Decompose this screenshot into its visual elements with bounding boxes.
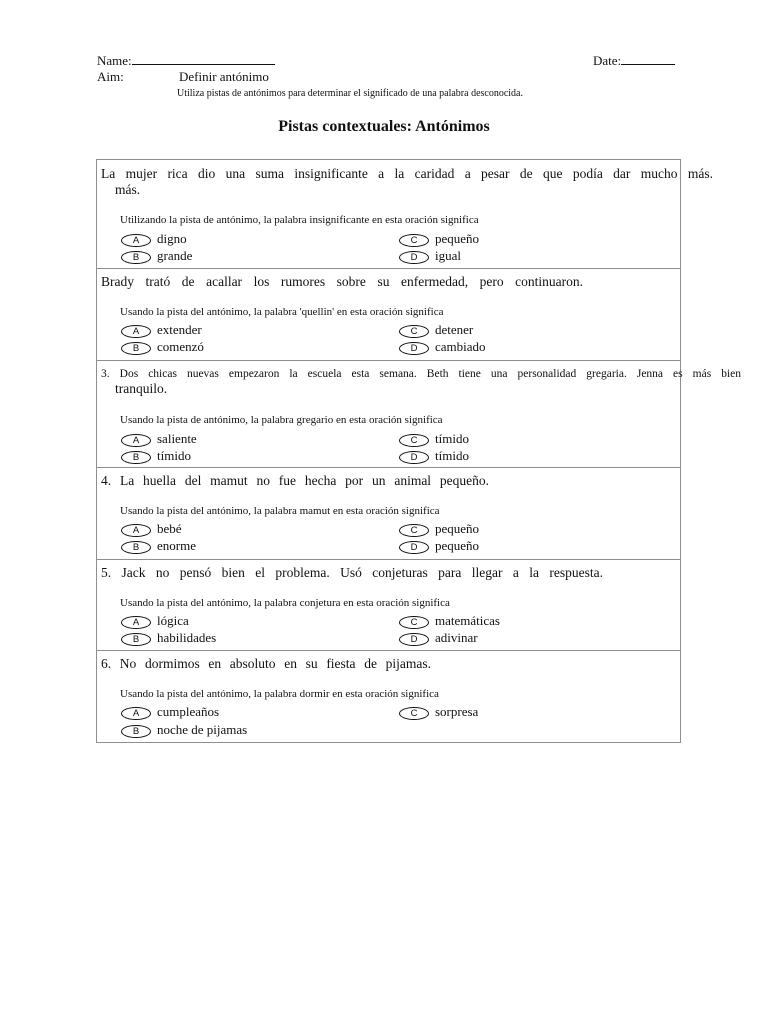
option-d[interactable]	[399, 248, 461, 264]
question-prompt: Utilizando la pista de antónimo, la palabra insignificante en esta oración significa	[120, 214, 479, 226]
bubble-c[interactable]: C	[399, 325, 429, 338]
option-label: detener	[435, 322, 474, 337]
option-label: adivinar	[435, 630, 478, 645]
bubble-d[interactable]: D	[399, 451, 429, 464]
question-stem: 6. No dormimos en absoluto en su fiesta de pijamas.	[101, 656, 431, 671]
date-label: Date:	[593, 53, 622, 68]
question-5	[97, 560, 680, 651]
option-label: lógica	[157, 613, 189, 628]
date-field	[593, 52, 675, 68]
option-label: sorpresa	[435, 704, 479, 719]
option-label: pequeño	[435, 538, 480, 553]
question-prompt: Usando la pista del antónimo, la palabra 'quellin' en esta oración significa	[120, 306, 444, 318]
name-label: Name:	[97, 53, 132, 68]
option-label: pequeño	[435, 231, 480, 246]
question-1	[97, 160, 713, 269]
bubble-b[interactable]: B	[121, 342, 151, 355]
question-stem: Brady trató de acallar los rumores sobre su enfermedad, pero continuaron.	[101, 274, 583, 289]
option-label: habilidades	[157, 630, 217, 645]
bubble-b[interactable]: B	[121, 251, 151, 264]
bubble-a[interactable]: A	[121, 325, 151, 338]
option-label: cumpleaños	[157, 704, 220, 719]
question-stem: 4. La huella del mamut no fue hecha por un animal pequeño.	[101, 473, 489, 488]
option-label: pequeño	[435, 521, 480, 536]
option-a[interactable]	[121, 521, 182, 537]
aim-label: Aim:	[97, 69, 124, 84]
option-label: tímido	[435, 448, 469, 463]
option-label: matemáticas	[435, 613, 500, 628]
option-d[interactable]	[399, 538, 479, 554]
option-a[interactable]	[121, 322, 202, 338]
aim-text: Definir antónimo	[179, 69, 269, 84]
option-label: cambiado	[435, 339, 486, 354]
bubble-a[interactable]: A	[121, 234, 151, 247]
bubble-c[interactable]: C	[399, 524, 429, 537]
question-6	[97, 651, 680, 743]
bubble-b[interactable]: B	[121, 541, 151, 554]
bubble-c[interactable]: C	[399, 616, 429, 629]
option-b[interactable]	[121, 248, 192, 264]
bubble-a[interactable]: A	[121, 707, 151, 720]
bubble-d[interactable]: D	[399, 541, 429, 554]
option-a[interactable]	[121, 231, 187, 247]
option-label: tímido	[435, 431, 469, 446]
option-d[interactable]	[399, 339, 486, 355]
bubble-b[interactable]: B	[121, 725, 151, 738]
name-line[interactable]	[132, 52, 275, 65]
option-label: igual	[435, 248, 461, 263]
option-a[interactable]	[121, 431, 197, 447]
option-a[interactable]	[121, 704, 219, 720]
option-label: extender	[157, 322, 202, 337]
option-label: bebé	[157, 521, 182, 536]
bubble-b[interactable]: B	[121, 451, 151, 464]
option-label: digno	[157, 231, 187, 246]
option-label: saliente	[157, 431, 197, 446]
option-b[interactable]	[121, 538, 196, 554]
option-label: tímido	[157, 448, 191, 463]
option-d[interactable]	[399, 448, 469, 464]
question-2	[97, 269, 680, 361]
option-label: enorme	[157, 538, 196, 553]
questions-box	[96, 159, 741, 743]
question-prompt: Usando la pista del antónimo, la palabra dormir en esta oración significa	[120, 688, 439, 700]
question-prompt: Usando la pista de antónimo, la palabra gregario en esta oración significa	[120, 414, 443, 426]
question-3	[97, 361, 741, 468]
bubble-c[interactable]: C	[399, 707, 429, 720]
option-b[interactable]	[121, 339, 204, 355]
option-c[interactable]	[399, 431, 469, 447]
subtitle: Utiliza pistas de antónimos para determinar el significado de una palabra desconocida.	[177, 88, 523, 99]
option-c[interactable]	[399, 521, 479, 537]
bubble-d[interactable]: D	[399, 251, 429, 264]
option-c[interactable]	[399, 704, 478, 720]
option-c[interactable]	[399, 613, 500, 629]
question-stem: 5. Jack no pensó bien el problema. Usó conjeturas para llegar a la respuesta.	[101, 565, 603, 580]
bubble-d[interactable]: D	[399, 342, 429, 355]
bubble-c[interactable]: C	[399, 234, 429, 247]
bubble-b[interactable]: B	[121, 633, 151, 646]
question-stem-continuation: tranquilo.	[115, 381, 168, 396]
option-d[interactable]	[399, 630, 478, 646]
question-4	[97, 468, 680, 560]
name-field	[97, 52, 275, 68]
option-b[interactable]	[121, 630, 216, 646]
option-c[interactable]	[399, 231, 479, 247]
bubble-a[interactable]: A	[121, 434, 151, 447]
option-label: noche de pijamas	[157, 722, 248, 737]
option-b[interactable]	[121, 448, 191, 464]
option-label: comenzó	[157, 339, 204, 354]
bubble-d[interactable]: D	[399, 633, 429, 646]
date-line[interactable]	[621, 52, 675, 65]
option-label: grande	[157, 248, 193, 263]
option-a[interactable]	[121, 613, 189, 629]
page-title: Pistas contextuales: Antónimos	[278, 118, 490, 135]
question-stem-continuation: más.	[115, 182, 141, 197]
option-c[interactable]	[399, 322, 473, 338]
bubble-c[interactable]: C	[399, 434, 429, 447]
question-prompt: Usando la pista del antónimo, la palabra conjetura en esta oración significa	[120, 597, 450, 609]
question-prompt: Usando la pista del antónimo, la palabra mamut en esta oración significa	[120, 505, 440, 517]
bubble-a[interactable]: A	[121, 616, 151, 629]
question-stem: 3. Dos chicas nuevas empezaron la escuela esta semana. Beth tiene una personalidad gregaria. Jenna es más bien	[101, 368, 741, 380]
question-stem: La mujer rica dio una suma insignificante a la caridad a pesar de que podía dar mucho más.	[101, 166, 713, 181]
option-b[interactable]	[121, 722, 247, 738]
bubble-a[interactable]: A	[121, 524, 151, 537]
